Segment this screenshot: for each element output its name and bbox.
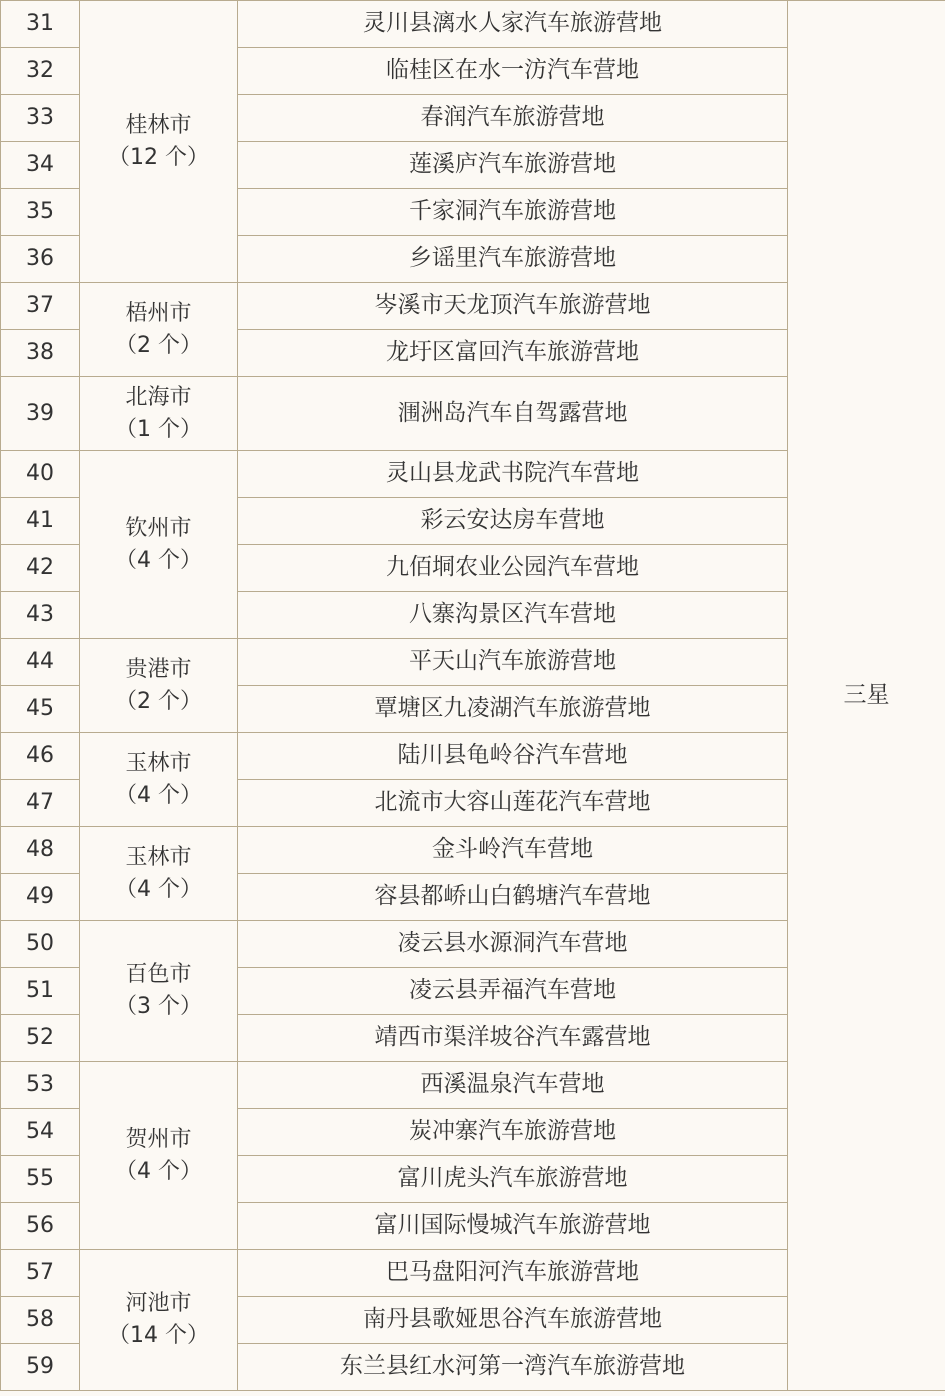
city-count: （4 个） [115, 547, 202, 573]
row-number-cell: 55 [1, 1156, 80, 1203]
row-number-cell: 56 [1, 1203, 80, 1250]
city-cell [80, 733, 238, 827]
campsite-name-cell: 八寨沟景区汽车营地 [238, 592, 788, 639]
table-row [1, 1, 945, 48]
row-number-cell: 48 [1, 827, 80, 874]
row-number-cell: 41 [1, 498, 80, 545]
city-count: （4 个） [115, 782, 202, 808]
row-number-cell: 36 [1, 236, 80, 283]
campsite-name-cell: 靖西市渠洋坡谷汽车露营地 [238, 1015, 788, 1062]
campsite-name-cell: 巴马盘阳河汽车旅游营地 [238, 1250, 788, 1297]
campsite-name-cell: 陆川县龟岭谷汽车营地 [238, 733, 788, 780]
city-count: （3 个） [115, 994, 202, 1019]
row-number-cell: 58 [1, 1297, 80, 1344]
city-cell [80, 377, 238, 451]
city-cell [80, 1062, 238, 1250]
city-count: （2 个） [115, 332, 202, 358]
campsite-name-cell: 炭冲寨汽车旅游营地 [238, 1109, 788, 1156]
campsite-name-cell: 富川虎头汽车旅游营地 [238, 1156, 788, 1203]
row-number-cell: 49 [1, 874, 80, 921]
city-name: 桂林市 [125, 112, 192, 138]
row-number-cell: 43 [1, 592, 80, 639]
city-cell [80, 1, 238, 283]
city-cell [80, 451, 238, 639]
campsite-name-cell: 覃塘区九凌湖汽车旅游营地 [238, 686, 788, 733]
campsite-name-cell: 灵川县漓水人家汽车旅游营地 [238, 1, 788, 48]
campsite-name-cell: 春润汽车旅游营地 [238, 95, 788, 142]
row-number-cell: 34 [1, 142, 80, 189]
city-cell [80, 827, 238, 921]
campsite-name-cell: 南丹县歌娅思谷汽车旅游营地 [238, 1297, 788, 1344]
city-count: （14 个） [108, 1323, 209, 1348]
row-number-cell: 52 [1, 1015, 80, 1062]
city-name: 贺州市 [125, 1126, 192, 1152]
city-name: 玉林市 [125, 844, 192, 870]
row-number-cell: 51 [1, 968, 80, 1015]
campsite-name-cell: 乡谣里汽车旅游营地 [238, 236, 788, 283]
city-cell [80, 639, 238, 733]
row-number-cell: 46 [1, 733, 80, 780]
row-number-cell: 47 [1, 780, 80, 827]
row-number-cell: 33 [1, 95, 80, 142]
row-number-cell: 54 [1, 1109, 80, 1156]
row-number-cell: 40 [1, 451, 80, 498]
campsite-name-cell: 彩云安达房车营地 [238, 498, 788, 545]
campsite-name-cell: 临桂区在水一汸汽车营地 [238, 48, 788, 95]
row-number-cell: 42 [1, 545, 80, 592]
campsite-name-cell: 金斗岭汽车营地 [238, 827, 788, 874]
rating-cell: 三星 [788, 1, 945, 1391]
city-count: （2 个） [115, 688, 202, 714]
row-number-cell: 31 [1, 1, 80, 48]
table-body [1, 1, 945, 1391]
row-number-cell: 35 [1, 189, 80, 236]
campsite-name-cell: 九佰垌农业公园汽车营地 [238, 545, 788, 592]
campsite-name-cell: 富川国际慢城汽车旅游营地 [238, 1203, 788, 1250]
row-number-cell: 57 [1, 1250, 80, 1297]
city-cell [80, 921, 238, 1062]
campsite-name-cell: 龙圩区富回汽车旅游营地 [238, 330, 788, 377]
city-name: 玉林市 [125, 750, 192, 776]
city-name: 钦州市 [125, 515, 192, 541]
city-name: 贵港市 [125, 656, 192, 682]
campsite-name-cell: 千家洞汽车旅游营地 [238, 189, 788, 236]
city-name: 北海市 [125, 384, 192, 410]
row-number-cell: 50 [1, 921, 80, 968]
campsite-name-cell: 西溪温泉汽车营地 [238, 1062, 788, 1109]
row-number-cell: 44 [1, 639, 80, 686]
row-number-cell: 53 [1, 1062, 80, 1109]
campsite-name-cell: 平天山汽车旅游营地 [238, 639, 788, 686]
city-name: 百色市 [125, 962, 192, 988]
city-cell [80, 1250, 238, 1391]
city-name: 河池市 [125, 1291, 192, 1317]
city-count: （4 个） [115, 1158, 202, 1184]
city-count: （1 个） [115, 416, 202, 442]
city-cell [80, 283, 238, 377]
campsite-name-cell: 北流市大容山莲花汽车营地 [238, 780, 788, 827]
campsite-name-cell: 涠洲岛汽车自驾露营地 [238, 377, 788, 451]
row-number-cell: 37 [1, 283, 80, 330]
city-count: （4 个） [115, 876, 202, 902]
campsite-name-cell: 东兰县红水河第一湾汽车旅游营地 [238, 1344, 788, 1391]
campsite-name-cell: 灵山县龙武书院汽车营地 [238, 451, 788, 498]
row-number-cell: 38 [1, 330, 80, 377]
city-count: （12 个） [108, 144, 209, 170]
campsite-name-cell: 莲溪庐汽车旅游营地 [238, 142, 788, 189]
campsite-name-cell: 凌云县弄福汽车营地 [238, 968, 788, 1015]
campsite-name-cell: 容县都峤山白鹤塘汽车营地 [238, 874, 788, 921]
campsite-name-cell: 凌云县水源洞汽车营地 [238, 921, 788, 968]
row-number-cell: 59 [1, 1344, 80, 1391]
row-number-cell: 32 [1, 48, 80, 95]
city-name: 梧州市 [125, 300, 192, 326]
row-number-cell: 39 [1, 377, 80, 451]
row-number-cell: 45 [1, 686, 80, 733]
campsite-name-cell: 岑溪市天龙顶汽车旅游营地 [238, 283, 788, 330]
